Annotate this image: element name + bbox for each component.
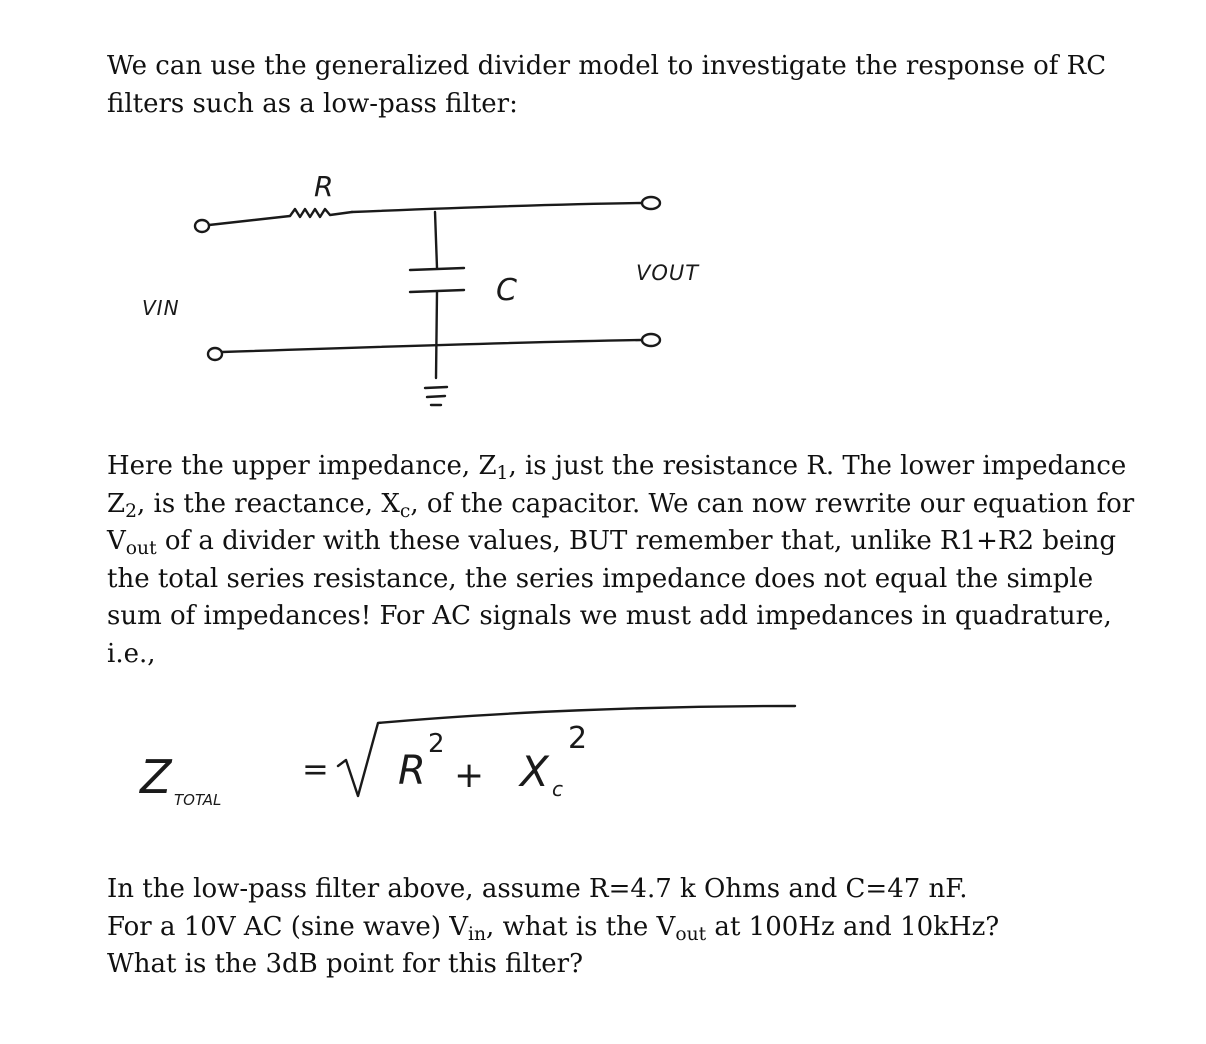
question-line-3: What is the 3dB point for this filter? (107, 949, 584, 979)
capacitor-bottom-lead (436, 292, 437, 378)
bottom-wire (222, 340, 642, 352)
explanation-paragraph (107, 448, 1134, 673)
vin-bottom-terminal (208, 348, 222, 360)
explanation-line-1: Here the upper impedance, $Z_1$, is just the resistance R. The lower impedance (107, 451, 1127, 485)
formula-plus: + (454, 755, 485, 796)
resistor-label: R (314, 170, 334, 203)
capacitor-top-lead (435, 212, 437, 268)
ground-icon (425, 387, 447, 405)
formula-r: R (398, 748, 426, 794)
formula-x-exponent: 2 (568, 721, 588, 756)
resistor-symbol (209, 209, 352, 225)
explanation-line-4: the total series resistance, the series impedance does not equal the simple (107, 563, 1094, 594)
vout-top-terminal (642, 197, 660, 209)
formula-equals: = (302, 750, 329, 788)
formula-r-exponent: 2 (428, 729, 445, 759)
rc-lowpass-circuit-sketch (0, 150, 1206, 420)
top-wire (352, 203, 642, 212)
impedance-quadrature-formula (0, 690, 1206, 820)
capacitor-label: C (496, 273, 517, 308)
question-paragraph (107, 871, 999, 984)
vout-label: VOUT (636, 261, 700, 285)
vin-label: VIN (142, 296, 180, 320)
explanation-line-5: sum of impedances! For AC signals we must add impedances in quadrature, (107, 601, 1112, 631)
formula-z-subscript: TOTAL (174, 791, 222, 809)
formula-z: Z (140, 750, 172, 804)
explanation-line-2: $Z_2$, is the reactance, $X_c$, of the capacitor. We can now rewrite our equation for (107, 488, 1135, 522)
question-line-1: In the low-pass filter above, assume R=4.7 k Ohms and C=47 nF. (107, 874, 968, 904)
explanation-line-6: i.e., (107, 638, 156, 669)
vin-top-terminal (195, 220, 209, 232)
intro-line-1: We can use the generalized divider model to investigate the response of RC (107, 51, 1107, 81)
capacitor-plate-top (410, 268, 464, 270)
intro-line-2: filters such as a low-pass filter: (107, 88, 518, 119)
intro-paragraph (107, 48, 1106, 123)
formula-x-subscript: c (552, 777, 563, 801)
explanation-line-3: $V_{out}$ of a divider with these values, BUT remember that, unlike R1+R2 being (107, 526, 1117, 560)
question-line-2: For a 10V AC (sine wave) $V_{in}$, what is the $V_{out}$ at 100Hz and 10kHz? (107, 911, 1000, 945)
vout-bottom-terminal (642, 334, 660, 346)
formula-x: X (520, 747, 549, 796)
